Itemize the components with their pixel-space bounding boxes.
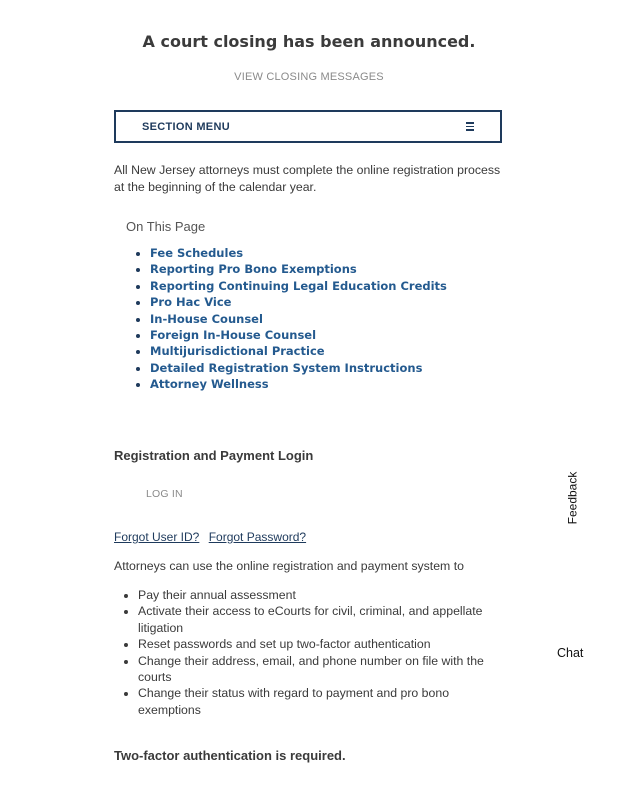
chat-button[interactable]: Chat — [557, 646, 584, 660]
list-item — [150, 261, 447, 277]
list-item: • Change their address, email, and phone number on file with the courts — [138, 653, 514, 686]
forgot-user-id-link[interactable]: Forgot User ID? — [114, 530, 200, 544]
registration-instructions-link[interactable]: Detailed Registration System Instructions — [150, 360, 423, 375]
closing-announcement-title: A court closing has been announced. — [142, 32, 476, 51]
in-house-counsel-link[interactable]: In-House Counsel — [150, 311, 263, 326]
on-this-page-heading: On This Page — [126, 219, 206, 234]
list-item — [150, 360, 447, 376]
on-this-page-list — [132, 245, 447, 393]
pro-hac-vice-link[interactable]: Pro Hac Vice — [150, 295, 232, 310]
list-item — [150, 245, 447, 261]
attorney-wellness-link[interactable]: Attorney Wellness — [150, 377, 269, 392]
feedback-tab[interactable] — [563, 470, 581, 526]
list-item: • Pay their annual assessment — [138, 587, 514, 603]
registration-heading: Registration and Payment Login — [114, 448, 314, 463]
list-item — [150, 343, 447, 359]
hamburger-icon — [466, 122, 474, 131]
list-item: • Change their status with regard to payment and pro bono exemptions — [138, 685, 514, 718]
fee-schedules-link[interactable]: Fee Schedules — [150, 246, 244, 260]
list-item — [150, 376, 447, 392]
list-item: • Reset passwords and set up two-factor authentication — [138, 636, 514, 652]
attorneys-description: Attorneys can use the online registration and payment system to — [114, 559, 464, 573]
pro-bono-exemptions-link[interactable]: Reporting Pro Bono Exemptions — [150, 262, 357, 277]
two-factor-notice: Two-factor authentication is required. — [114, 748, 346, 763]
log-in-button[interactable]: LOG IN — [146, 488, 183, 500]
section-menu-label: SECTION MENU — [142, 120, 230, 133]
capabilities-list — [120, 587, 514, 718]
cle-credits-link[interactable]: Reporting Continuing Legal Education Credits — [150, 278, 447, 293]
section-menu-button[interactable] — [114, 110, 502, 143]
list-item: • Activate their access to eCourts for civil, criminal, and appellate litigation — [138, 603, 514, 636]
list-item — [150, 294, 447, 310]
multijurisdictional-practice-link[interactable]: Multijurisdictional Practice — [150, 344, 325, 359]
forgot-password-link[interactable]: Forgot Password? — [208, 530, 307, 544]
intro-text: All New Jersey attorneys must complete the online registration process at the beginning of the calendar year. — [114, 163, 501, 194]
view-closing-messages-link[interactable]: VIEW CLOSING MESSAGES — [234, 71, 384, 83]
feedback-label: Feedback — [565, 471, 580, 525]
foreign-in-house-counsel-link[interactable]: Foreign In-House Counsel — [150, 328, 317, 343]
list-item — [150, 327, 447, 343]
list-item — [150, 311, 447, 327]
list-item — [150, 278, 447, 294]
forgot-links — [114, 530, 312, 544]
